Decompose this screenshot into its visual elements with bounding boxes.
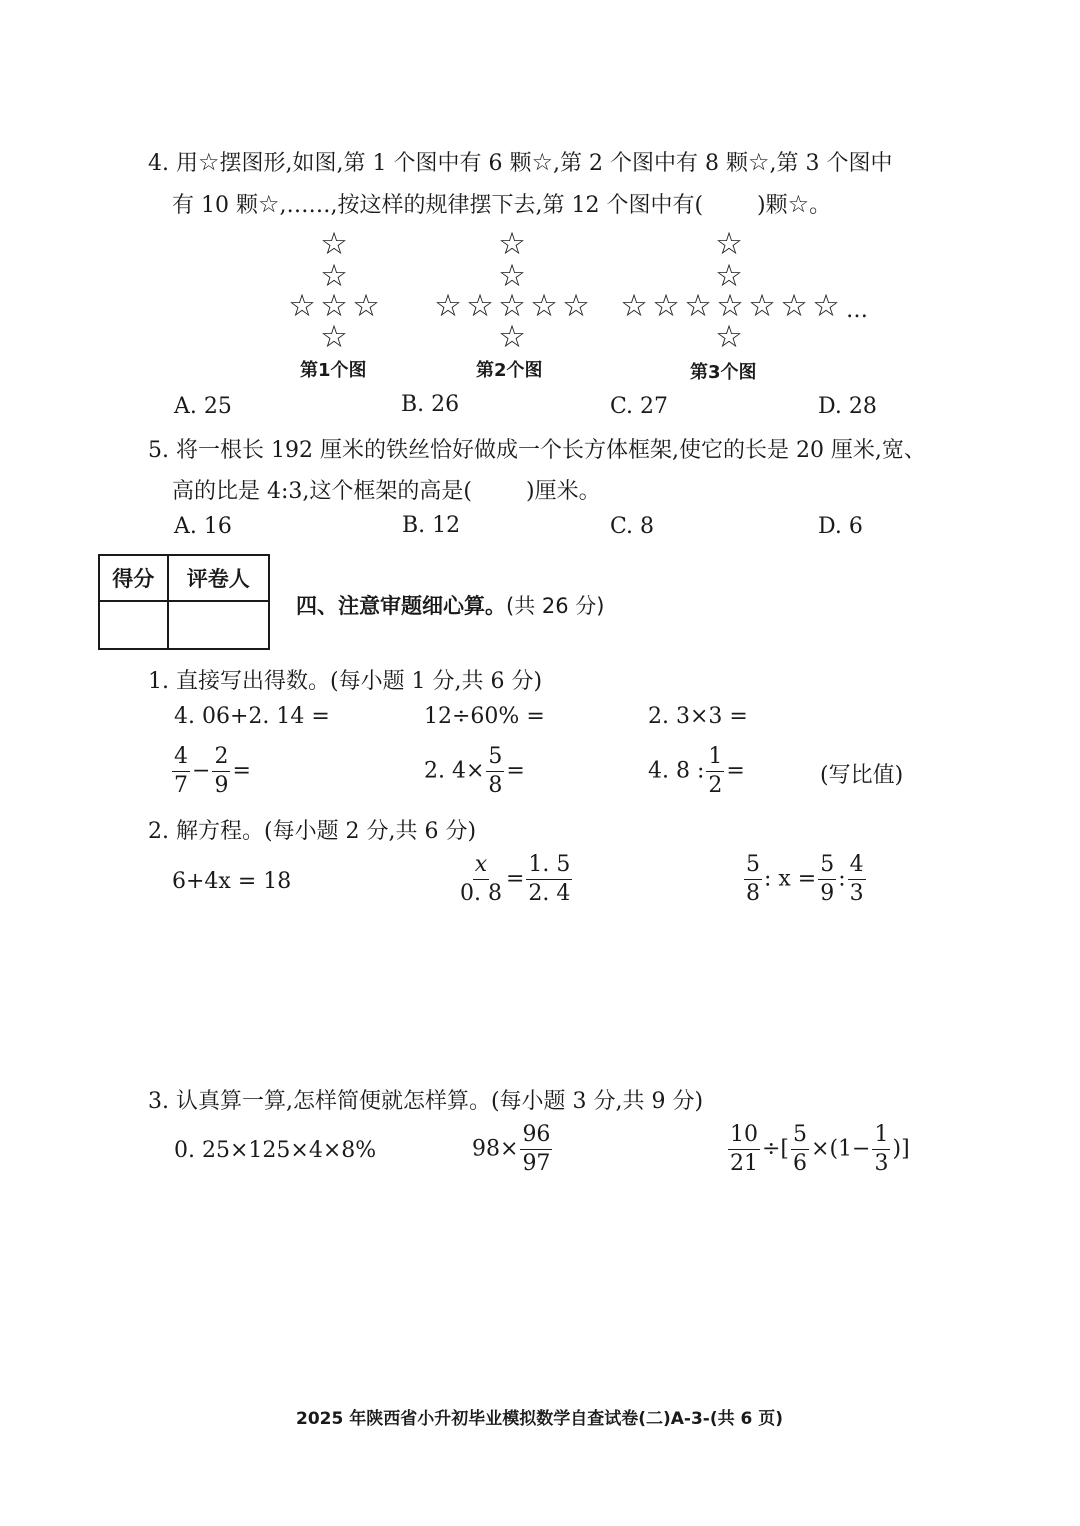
figure-2-caption: 第2个图 [476, 360, 543, 381]
figure-1-star: ☆ [352, 288, 380, 324]
q5-option-c[interactable]: C. 8 [610, 514, 655, 539]
ratio-note: (写比值) [820, 763, 904, 788]
calc-item: 4. 06+2. 14 = [174, 704, 330, 729]
figure-3-star: ☆ [620, 288, 648, 324]
figure-2-star: ☆ [498, 226, 526, 262]
calc-item: 12÷60% = [424, 704, 545, 729]
figure-2-star: ☆ [562, 288, 590, 324]
q5-option-b[interactable]: B. 12 [402, 513, 461, 538]
calc-item-multiply-fraction: 2. 4× $\frac{5}{8}$ = [424, 744, 525, 798]
part2-heading: 2. 解方程。(每小题 2 分,共 6 分) [148, 819, 477, 844]
page-footer: 2025 年陕西省小升初毕业模拟数学自查试卷(二)A-3-(共 6 页) [296, 1409, 784, 1429]
figure-2-star: ☆ [466, 288, 494, 324]
star-icon: ☆ [787, 190, 810, 218]
figure-1-star: ☆ [288, 288, 316, 324]
compute-2: 98× $\frac{96}{97}$ [472, 1122, 551, 1176]
figure-3-star: ☆ [715, 258, 743, 294]
figure-3-star: ☆ [652, 288, 680, 324]
fraction: $\frac{1. 5}{2. 4}$ [528, 852, 571, 906]
fraction: $\frac{2}{9}$ [214, 744, 229, 798]
figure-3-star: ☆ [748, 288, 776, 324]
star-pattern-figures [0, 0, 1080, 400]
figure-3-star: ☆ [715, 226, 743, 262]
fraction: $\frac{5}{8}$ [488, 744, 503, 798]
fraction: $\frac{4}{3}$ [849, 852, 864, 906]
part1-heading: 1. 直接写出得数。(每小题 1 分,共 6 分) [148, 669, 543, 694]
star-icon: ☆ [747, 148, 770, 176]
star-icon: ☆ [531, 148, 553, 176]
star-icon: ☆ [197, 148, 220, 176]
q4-line2: 有 10 颗☆,……,按这样的规律摆下去,第 12 个图中有( )颗☆。 [172, 190, 832, 218]
grader-header: 评卷人 [168, 555, 269, 601]
q5-option-d[interactable]: D. 6 [818, 514, 863, 539]
figure-3-star: ☆ [715, 319, 743, 355]
figure-1-star: ☆ [320, 288, 348, 324]
part3-heading: 3. 认真算一算,怎样简便就怎样算。(每小题 3 分,共 9 分) [148, 1089, 704, 1114]
fraction: $\frac{1}{2}$ [708, 744, 723, 798]
fraction: $\frac{1}{3}$ [874, 1122, 889, 1176]
figure-1-star: ☆ [320, 258, 348, 294]
star-icon: ☆ [257, 190, 280, 218]
fraction: $\frac{96}{97}$ [522, 1122, 551, 1176]
score-table [98, 554, 270, 650]
q5-option-a[interactable]: A. 16 [174, 514, 232, 539]
q4-line1: 4. 用☆摆图形,如图,第 1 个图中有 6 颗☆,第 2 个图中有 8 颗☆,第 3 个图中 [148, 148, 893, 176]
fraction: $\frac{5}{6}$ [793, 1122, 808, 1176]
equation-2: $\frac{x}{0. 8}$ = $\frac{1. 5}{2. 4}$ [460, 852, 571, 906]
calc-item: 2. 3×3 = [648, 704, 748, 729]
fraction: $\frac{4}{7}$ [174, 744, 188, 798]
figure-2-star: ☆ [498, 258, 526, 294]
q4-option-d[interactable]: D. 28 [818, 394, 877, 419]
figure-2-star: ☆ [434, 288, 462, 324]
figure-2-star: ☆ [498, 288, 526, 324]
fraction: $\frac{10}{21}$ [730, 1122, 758, 1176]
compute-1: 0. 25×125×4×8% [174, 1138, 377, 1163]
figure-3-caption: 第3个图 [690, 362, 757, 383]
q4-option-a[interactable]: A. 25 [174, 394, 232, 419]
equation-1: 6+4x = 18 [172, 869, 292, 894]
fraction: $\frac{5}{8}$ [746, 852, 760, 906]
q4-option-c[interactable]: C. 27 [610, 394, 669, 419]
equation-3: $\frac{5}{8}$ : x = $\frac{5}{9}$ : $\frac{4}{3}$ [746, 852, 864, 906]
fraction: $\frac{5}{9}$ [820, 852, 835, 906]
figure-1-star: ☆ [320, 226, 348, 262]
score-header: 得分 [99, 555, 168, 601]
calc-item-fraction-subtract: $\frac{4}{7}$ − $\frac{2}{9}$ = [174, 744, 251, 798]
q5-line2: 高的比是 4:3,这个框架的高是( )厘米。 [172, 479, 601, 504]
figure-2-star: ☆ [498, 319, 526, 355]
figure-3-star: ☆ [780, 288, 808, 324]
grader-cell[interactable] [168, 601, 269, 649]
figure-ellipsis: … [846, 298, 868, 323]
compute-3: $\frac{10}{21}$ ÷[ $\frac{5}{6}$ ×(1− $\frac{1}{3}$ )] [730, 1122, 910, 1176]
section-title: 四、注意审题细心算。(共 26 分) [296, 594, 605, 618]
fraction: $\frac{x}{0. 8}$ [460, 852, 502, 906]
figure-3-star: ☆ [684, 288, 712, 324]
figure-1-caption: 第1个图 [300, 360, 367, 381]
figure-2-star: ☆ [530, 288, 558, 324]
q5-line1: 5. 将一根长 192 厘米的铁丝恰好做成一个长方体框架,使它的长是 20 厘米,宽、 [148, 438, 926, 463]
q4-option-b[interactable]: B. 26 [401, 392, 460, 417]
figure-3-star: ☆ [812, 288, 840, 324]
score-cell[interactable] [99, 601, 168, 649]
figure-3-star: ☆ [716, 288, 744, 324]
calc-item-ratio: 4. 8 : $\frac{1}{2}$ = [648, 744, 745, 798]
watermark [1012, 1480, 1052, 1494]
figure-1-star: ☆ [320, 319, 348, 355]
